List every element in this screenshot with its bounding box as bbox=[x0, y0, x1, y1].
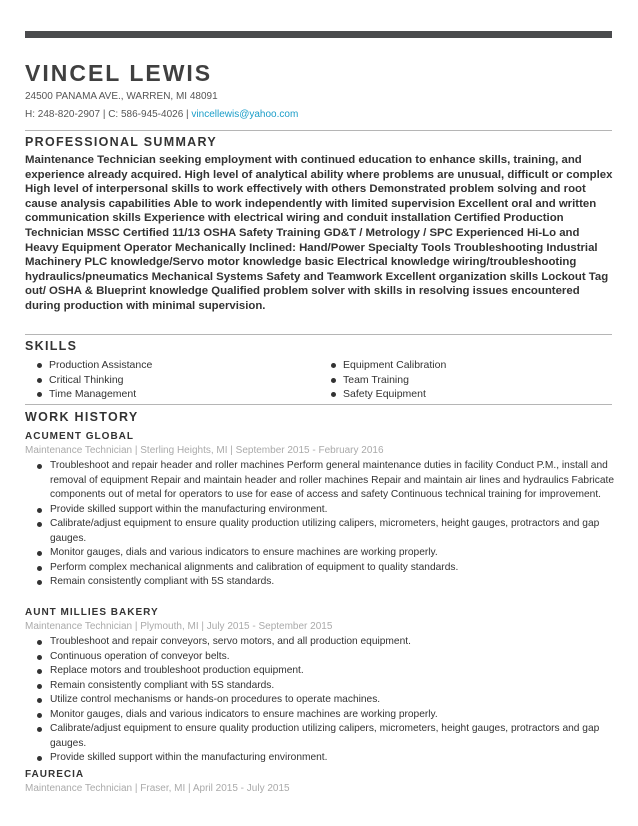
job-entry-faurecia bbox=[25, 769, 615, 794]
company-name: ACUMENT GLOBAL bbox=[25, 431, 134, 442]
list-item: Troubleshoot and repair header and roller machines Perform general maintenance duties in facility Conduct P.M., install and removal of equipment Repair and maintain header and roller machines Repair and maintain air lines and hydraulics Fabricate components out of metal for operators to use for ease of access and safety Continuous technical training for improvement. bbox=[35, 459, 615, 503]
summary-text: Maintenance Technician seeking employment with continued education to enhance skills, training, and experience already acquired. High level of analytical ability where problems are unusual, difficult or complex High level of interpersonal skills to work effectively with others Demonstrated problem solving and root cause analysis capabilities Able to work independently with limited supervision Excellent oral and written communication skills Experience with electrical wiring and conduit installation Certified Production Technician MSSC Certified 11/13 OSHA Safety Training GD&T / Metrology / SPC Experienced Hi-Lo and Heavy Equipment Operator Mechanically Inclined: Hand/Power Specialty Tools Troubleshooting Industrial Machinery PLC knowledge/Servo motor knowledge basic Electrical knowledge wiring/troubleshooting hydraulics/pneumatics Mechanical Systems Safety and Teamwork Excellent organization skills Lockout Tag out/ OSHA & Blueprint knowledge Qualified problem solver with skills in resolving issues encountered during production with minimal supervision. bbox=[25, 154, 613, 312]
list-item: Remain consistently compliant with 5S standards. bbox=[35, 679, 615, 694]
list-item: Monitor gauges, dials and various indicators to ensure machines are working properly. bbox=[35, 708, 615, 723]
job-entry-aunt-millies bbox=[25, 607, 615, 766]
list-item: Calibrate/adjust equipment to ensure quality production utilizing calipers, micrometers, height gauges, protractors and gap gauges. bbox=[35, 722, 615, 751]
company-name: AUNT MILLIES BAKERY bbox=[25, 607, 159, 618]
company-name: FAURECIA bbox=[25, 769, 85, 780]
phone-numbers: H: 248-820-2907 | C: 586-945-4026 | bbox=[25, 109, 189, 120]
list-item: Critical Thinking bbox=[35, 373, 152, 388]
list-item: Remain consistently compliant with 5S standards. bbox=[35, 575, 615, 590]
skills-list-left bbox=[35, 358, 152, 402]
section-divider bbox=[25, 334, 612, 335]
job-duties bbox=[25, 459, 615, 590]
job-meta: Maintenance Technician | Fraser, MI | April 2015 - July 2015 bbox=[25, 783, 290, 794]
list-item: Time Management bbox=[35, 387, 152, 402]
job-duties bbox=[25, 635, 615, 766]
list-item: Utilize control mechanisms or hands-on procedures to operate machines. bbox=[35, 693, 615, 708]
list-item: Safety Equipment bbox=[329, 387, 446, 402]
list-item: Team Training bbox=[329, 373, 446, 388]
list-item: Troubleshoot and repair conveyors, servo motors, and all production equipment. bbox=[35, 635, 615, 650]
list-item: Continuous operation of conveyor belts. bbox=[35, 650, 615, 665]
header-accent-bar bbox=[25, 31, 612, 38]
job-meta: Maintenance Technician | Plymouth, MI | July 2015 - September 2015 bbox=[25, 621, 333, 632]
list-item: Perform complex mechanical alignments and calibration of equipment to quality standards. bbox=[35, 561, 615, 576]
email-link[interactable]: vincellewis@yahoo.com bbox=[191, 109, 299, 120]
skills-list-right bbox=[329, 358, 446, 402]
job-meta: Maintenance Technician | Sterling Heights, MI | September 2015 - February 2016 bbox=[25, 445, 384, 456]
section-title-summary: PROFESSIONAL SUMMARY bbox=[25, 135, 217, 149]
contact-line bbox=[25, 109, 298, 120]
candidate-name: VINCEL LEWIS bbox=[25, 60, 213, 86]
list-item: Provide skilled support within the manufacturing environment. bbox=[35, 503, 615, 518]
list-item: Equipment Calibration bbox=[329, 358, 446, 373]
list-item: Monitor gauges, dials and various indicators to ensure machines are working properly. bbox=[35, 546, 615, 561]
list-item: Production Assistance bbox=[35, 358, 152, 373]
section-divider bbox=[25, 130, 612, 131]
list-item: Replace motors and troubleshoot production equipment. bbox=[35, 664, 615, 679]
section-divider bbox=[25, 404, 612, 405]
list-item: Calibrate/adjust equipment to ensure quality production utilizing calipers, micrometers, height gauges, protractors and gap gauges. bbox=[35, 517, 615, 546]
job-entry-acument bbox=[25, 431, 615, 590]
section-title-work-history: WORK HISTORY bbox=[25, 410, 139, 424]
address: 24500 PANAMA AVE., WARREN, MI 48091 bbox=[25, 91, 218, 102]
list-item: Provide skilled support within the manufacturing environment. bbox=[35, 751, 615, 766]
section-title-skills: SKILLS bbox=[25, 339, 78, 353]
